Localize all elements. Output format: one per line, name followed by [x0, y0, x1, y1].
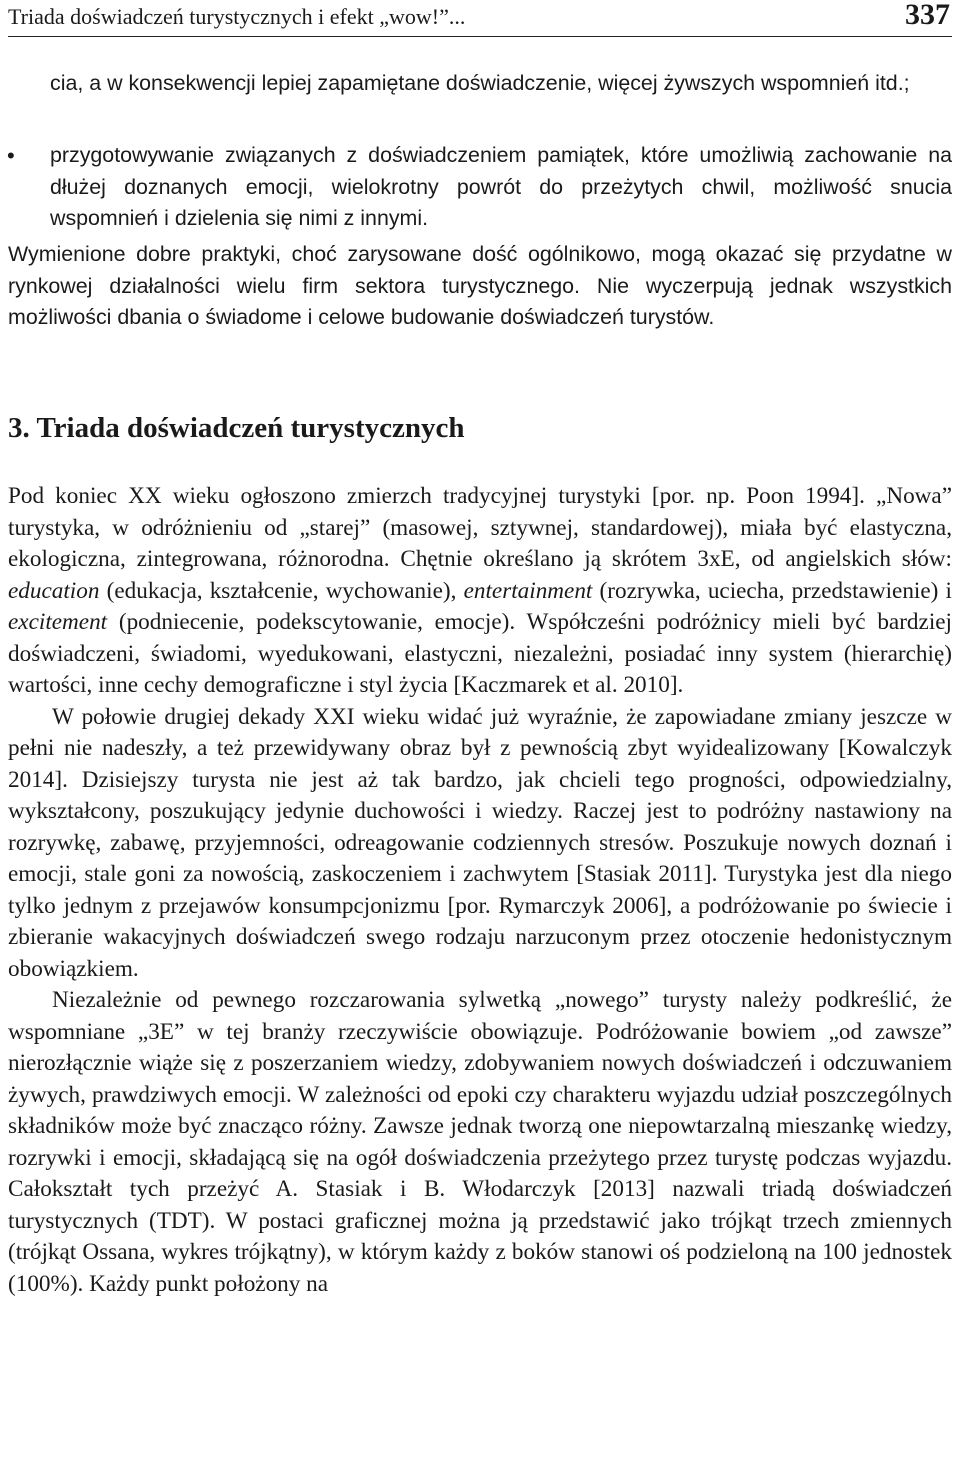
list-item-continuation: cia, a w konsekwencji lepiej zapamiętane doświadczenie, więcej żywszych wspomnień itd.;	[50, 71, 910, 95]
paragraph-1-part-2: (edukacja, kształcenie, wychowanie),	[99, 577, 464, 604]
paragraph-1	[8, 481, 952, 702]
paragraph-2: W połowie drugiej dekady XXI wieku widać już wyraźnie, że zapowiadane zmiany jeszcze w pełni nie nadeszły, a też przewidywany obraz był z pewnością zbyt wyidealizowany [Kowalczyk 2014]. Dzisiejszy turysta nie jest aż tak bardzo, jak chcieli tego progności, odpowiedzialny, wykształcony, poszukujący jedynie duchowości i wiedzy. Raczej jest to podróżny nastawiony na rozrywkę, zabawę, przyjemności, odreagowanie codziennych stresów. Poszukuje nowych doznań i emocji, stale goni za nowością, zaskoczeniem i zachwytem [Stasiak 2011]. Turystyka jest dla niego tylko jednym z przejawów konsumpcjonizmu [por. Rymarczyk 2006], a podróżowanie po świecie i zbieranie wakacyjnych doświadczeń swego rodzaju narzuconym przez otoczenie hedonistycznym obowiązkiem.	[8, 703, 952, 982]
page-number: 337	[905, 0, 950, 31]
term-education: education	[8, 577, 100, 604]
bullet-text: przygotowywanie związanych z doświadczeniem pamiątek, które umożliwią zachowanie na dłużej doznanych emocji, wielokrotny powrót do przeżytych chwil, możliwość snucia wspomnień i dzielenia się nimi z innymi.	[50, 143, 952, 230]
paragraph-1-part-3: (rozrywka, uciecha, przedstawienie) i	[592, 577, 952, 604]
bullet-list-item	[7, 140, 952, 235]
running-header	[8, 0, 952, 37]
section-heading: 3. Triada doświadczeń turystycznych	[8, 412, 465, 444]
running-title: Triada doświadczeń turystycznych i efekt „wow!”...	[8, 4, 466, 29]
term-entertainment: entertainment	[463, 577, 593, 604]
term-excitement: excitement	[8, 609, 108, 635]
paragraph-1-part-1: Pod koniec XX wieku ogłoszono zmierzch tradycyjnej turystyki [por. np. Poon 1994]. „Nowa” turystyka, w odróżnieniu od „starej” (masowej, sztywnej, standardowej), miała być elastyczna, ekologiczna, zintegrowana, różnorodna. Chętnie określano ją skrótem 3xE, od angielskich słów:	[8, 483, 952, 572]
summary-paragraph: Wymienione dobre praktyki, choć zarysowane dość ogólnikowo, mogą okazać się przydatne w rynkowej działalności wielu firm sektora turystycznego. Nie wyczerpują jednak wszystkich możliwości dbania o świadome i celowe budowanie doświadczeń turystów.	[8, 242, 952, 329]
body-text	[8, 481, 952, 1300]
bullet-icon: •	[7, 143, 15, 168]
paragraph-3: Niezależnie od pewnego rozczarowania sylwetką „nowego” turysty należy podkreślić, że wspomniane „3E” w tej branży rzeczywiście obowiązuje. Podróżowanie bowiem „od zawsze” nierozłącznie wiąże się z poszerzaniem wiedzy, zdobywaniem nowych doświadczeń i odczuwaniem żywych, prawdziwych emocji. W zależności od epoki czy charakteru wyjazdu udział poszczególnych składników może być znacząco różny. Zawsze jednak tworzą one niepowtarzalną mieszankę wiedzy, rozrywki i emocji, składającą się na ogół doświadczenia przeżytego przez turystę podczas wyjazdu. Całokształt tych przeżyć A. Stasiak i B. Włodarczyk [2013] nazwali triadą doświadczeń turystycznych (TDT). W postaci graficznej można ją przedstawić jako trójkąt trzech zmiennych (trójkąt Ossana, wykres trójkątny), w którym każdy z boków stanowi oś podzieloną na 100 jednostek (100%). Każdy punkt położony na	[8, 987, 952, 1297]
paragraph-1-part-4: (podniecenie, podekscytowanie, emocje). Współcześni podróżnicy mieli być bardziej doświadczeni, świadomi, wyedukowani, elastyczni, niezależni, posiadać inny system (hierarchię) wartości, inne cechy demograficzne i styl życia [Kaczmarek et al. 2010].	[8, 609, 952, 698]
